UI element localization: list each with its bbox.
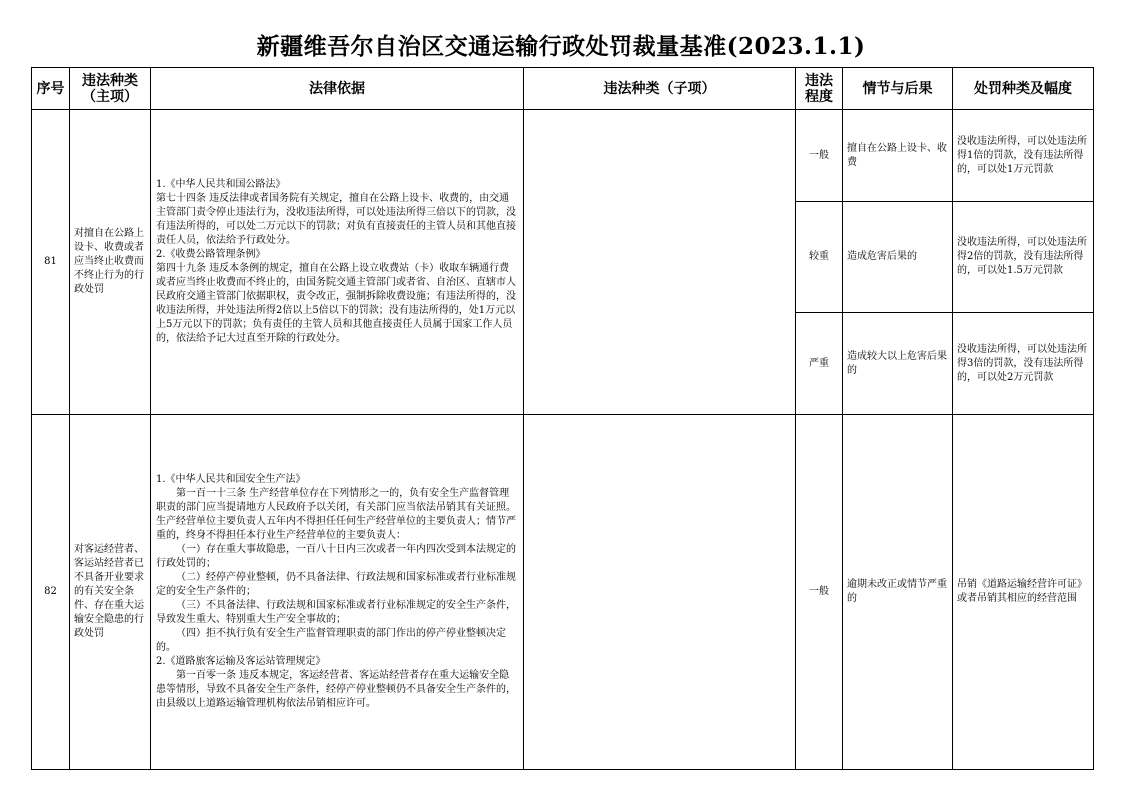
row-81-no: 81 bbox=[32, 110, 70, 415]
basis-line: 1.《中华人民共和国公路法》 bbox=[156, 179, 286, 190]
basis-line: （二）经停产停业整顿，仍不具备法律、行政法规和国家标准或者行业标准规定的安全生产条件的； bbox=[156, 572, 516, 597]
row-81-penalty-3: 没收违法所得，可以处违法所得3倍的罚款，没有违法所得的，可以处2万元罚款 bbox=[953, 313, 1094, 415]
row-81-circumstances-1: 擅自在公路上设卡、收费 bbox=[843, 110, 953, 202]
row-81-circumstances-2: 造成危害后果的 bbox=[843, 202, 953, 313]
basis-line: 第一百零一条 违反本规定，客运经营者、客运站经营者存在重大运输安全隐患等情形，导致不具备安全生产条件，经停产停业整顿仍不具备安全生产条件的，由县级以上道路运输管理机构依法吊销相应许可。 bbox=[156, 670, 516, 709]
row-81-degree-1: 一般 bbox=[796, 110, 843, 202]
row-82-main-type: 对客运经营者、客运站经营者已不具备开业要求的有关安全条件、存在重大运输安全隐患的行政处罚 bbox=[70, 415, 151, 770]
basis-line: 第四十九条 违反本条例的规定，擅自在公路上设立收费站（卡）收取车辆通行费或者应当终止收费而不终止的，由国务院交通主管部门或者省、自治区、直辖市人民政府交通主管部门依据职权，责令改正，强制拆除收费设施；有违法所得的，没收违法所得，并处违法所得2倍以上5倍以下的罚款；没有违法所得的，处1万元以上5万元以下的罚款；负有责任的主管人员和其他直接责任人员属于国家工作人员的，依法给予记大过直至开除的行政处分。 bbox=[156, 263, 516, 344]
header-main-type bbox=[70, 68, 151, 110]
table-header-row bbox=[32, 68, 1094, 110]
row-81-circumstances-3: 造成较大以上危害后果的 bbox=[843, 313, 953, 415]
table-row bbox=[32, 110, 1094, 202]
row-81-basis bbox=[151, 110, 524, 415]
header-no: 序号 bbox=[32, 68, 70, 110]
header-basis: 法律依据 bbox=[151, 68, 524, 110]
header-circumstances: 情节与后果 bbox=[843, 68, 953, 110]
basis-line: （一）存在重大事故隐患，一百八十日内三次或者一年内四次受到本法规定的行政处罚的； bbox=[156, 544, 516, 569]
basis-line: （四）拒不执行负有安全生产监督管理职责的部门作出的停产停业整顿决定的。 bbox=[156, 628, 506, 653]
row-81-penalty-2: 没收违法所得，可以处违法所得2倍的罚款，没有违法所得的，可以处1.5万元罚款 bbox=[953, 202, 1094, 313]
header-main-type-line1: 违法种类 bbox=[82, 72, 138, 89]
header-degree-line1: 违法 bbox=[805, 72, 833, 89]
row-81-degree-2: 较重 bbox=[796, 202, 843, 313]
basis-line: （三）不具备法律、行政法规和国家标准或者行业标准规定的安全生产条件，导致发生重大、特别重大生产安全事故的； bbox=[156, 600, 516, 625]
row-82-basis bbox=[151, 415, 524, 770]
penalty-standards-table bbox=[31, 67, 1094, 770]
page-title: 新疆维吾尔自治区交通运输行政处罚裁量基准(2023.1.1) bbox=[256, 33, 866, 60]
table-row bbox=[32, 415, 1094, 770]
header-penalty: 处罚种类及幅度 bbox=[953, 68, 1094, 110]
basis-line: 1.《中华人民共和国安全生产法》 bbox=[156, 474, 306, 485]
row-82-penalty-1: 吊销《道路运输经营许可证》或者吊销其相应的经营范围 bbox=[953, 415, 1094, 770]
basis-line: 2.《收费公路管理条例》 bbox=[156, 249, 266, 260]
header-sub-type: 违法种类（子项） bbox=[524, 68, 796, 110]
basis-line: 第一百一十三条 生产经营单位存在下列情形之一的，负有安全生产监督管理职责的部门应当提请地方人民政府予以关闭，有关部门应当依法吊销其有关证照。生产经营单位主要负责人五年内不得担任任何生产经营单位的主要负责人；情节严重的，终身不得担任本行业生产经营单位的主要负责人： bbox=[156, 488, 516, 541]
row-82-circumstances-1: 逾期未改正或情节严重的 bbox=[843, 415, 953, 770]
basis-line: 第七十四条 违反法律或者国务院有关规定，擅自在公路上设卡、收费的，由交通主管部门责令停止违法行为，没收违法所得，可以处违法所得三倍以下的罚款，没有违法所得的，可以处二万元以下的罚款；对负有直接责任的主管人员和其他直接责任人员，依法给予行政处分。 bbox=[156, 193, 516, 246]
header-degree bbox=[796, 68, 843, 110]
row-82-sub-type bbox=[524, 415, 796, 770]
row-82-no: 82 bbox=[32, 415, 70, 770]
row-82-degree-1: 一般 bbox=[796, 415, 843, 770]
header-main-type-line2: （主项） bbox=[82, 88, 138, 105]
row-81-sub-type bbox=[524, 110, 796, 415]
row-81-degree-3: 严重 bbox=[796, 313, 843, 415]
header-degree-line2: 程度 bbox=[805, 88, 833, 105]
row-81-main-type: 对擅自在公路上设卡、收费或者应当终止收费而不终止行为的行政处罚 bbox=[70, 110, 151, 415]
basis-line: 2.《道路旅客运输及客运站管理规定》 bbox=[156, 656, 326, 667]
row-81-penalty-1: 没收违法所得，可以处违法所得1倍的罚款，没有违法所得的，可以处1万元罚款 bbox=[953, 110, 1094, 202]
